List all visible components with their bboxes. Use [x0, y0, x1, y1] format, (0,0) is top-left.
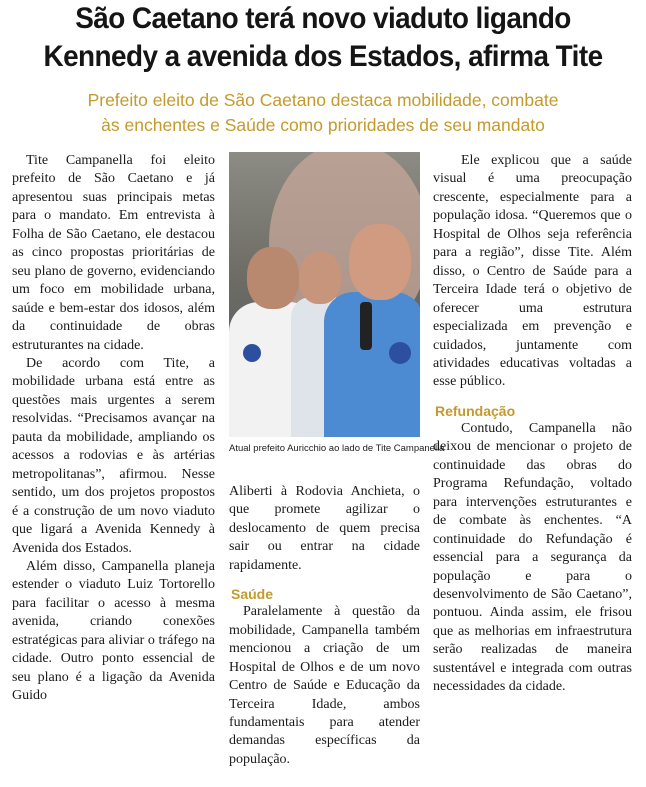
section-heading-saude: Saúde — [231, 586, 274, 603]
subheadline-line-1: Prefeito eleito de São Caetano destaca mobilidade, combate — [87, 90, 559, 110]
subheadline-line-2: às enchentes e Saúde como prioridades de seu mandato — [101, 115, 545, 135]
campaign-badge-icon — [389, 342, 411, 364]
paragraph: Além disso, Campanella planeja estender o viaduto Luiz Tortorello para facilitar o acesso à mesma avenida, criando conexões estratégicas para aliviar o tráfego na cidade. Outro ponto essencial de seu plano é a ligação da Avenida Guido — [12, 558, 215, 704]
paragraph: De acordo com Tite, a mobilidade urbana está entre as questões mais urgentes a serem resolvidas. “Precisamos avançar na pauta da mobilidade, ampliando os acessos a rodovias e às artérias metropolitanas”, afirmou. Nesse sentido, um dos projetos propostos é a construção de um novo viaduto que ligará a Avenida Kennedy à Avenida dos Estados. — [12, 355, 215, 556]
photo-caption: Atual prefeito Auricchio ao lado de Tite Campanella — [229, 443, 445, 454]
headline-line-1: São Caetano terá novo viaduto ligando — [75, 2, 571, 35]
column-3 — [433, 152, 632, 697]
photo-person-left-head — [247, 247, 299, 309]
paragraph: Paralelamente à questão da mobilidade, Campanella também mencionou a criação de um Hospital de Olhos e de um novo Centro de Saúde e Educação da Terceira Idade, ambos fundamentais para atender demandas específicas da população. — [229, 604, 420, 767]
photo-person-right-head — [349, 224, 411, 300]
headline-line-2: Kennedy a avenida dos Estados, afirma Tite — [43, 40, 603, 73]
paragraph: Contudo, Campanella não deixou de mencionar o projeto de continuidade das obras do Programa Refundação, voltado para intervenções estruturantes e de combate às enchentes. “A continuidade do Refundação é essencial para a segurança da população e para o desenvolvimento de São Caetano”, pontuou. Ainda assim, ele frisou que as melhorias em infraestrutura serão realizadas de maneira sustentável e integrada com outras necessidades da cidade. — [433, 420, 632, 695]
paragraph: Aliberti à Rodovia Anchieta, o que promete agilizar o deslocamento de quem precisa sair ou entrar na cidade rapidamente. — [229, 484, 420, 573]
paragraph: Ele explicou que a saúde visual é uma preocupação crescente, especialmente para a população idosa. “Queremos que o Hospital de Olhos seja referência para a região”, disse Tite. Além disso, o Centro de Saúde para a Terceira Idade terá o objetivo de oferecer uma estrutura especializada em prevenção e cuidados, juntamente com atividades educativas voltadas a esse público. — [433, 153, 632, 390]
section-heading-refundacao: Refundação — [435, 402, 516, 419]
subheadline — [0, 88, 646, 138]
column-2 — [229, 483, 420, 769]
headline — [23, 0, 624, 76]
paragraph: Tite Campanella foi eleito prefeito de São Caetano e já apresentou suas principais metas para o mandato. Em entrevista à Folha de São Caetano, ele destacou as cinco propostas prioritárias de seu plano de governo, evidenciando um foco em mobilidade urbana, saúde e bem-estar dos idosos, além da continuidade de obras estruturantes na cidade. — [12, 153, 215, 353]
photo-person-middle-head — [299, 252, 341, 304]
photo-person-right — [324, 292, 420, 437]
column-1 — [12, 152, 215, 706]
microphone-icon — [360, 302, 372, 350]
article-photo — [229, 152, 420, 437]
campaign-badge-icon — [243, 344, 261, 362]
